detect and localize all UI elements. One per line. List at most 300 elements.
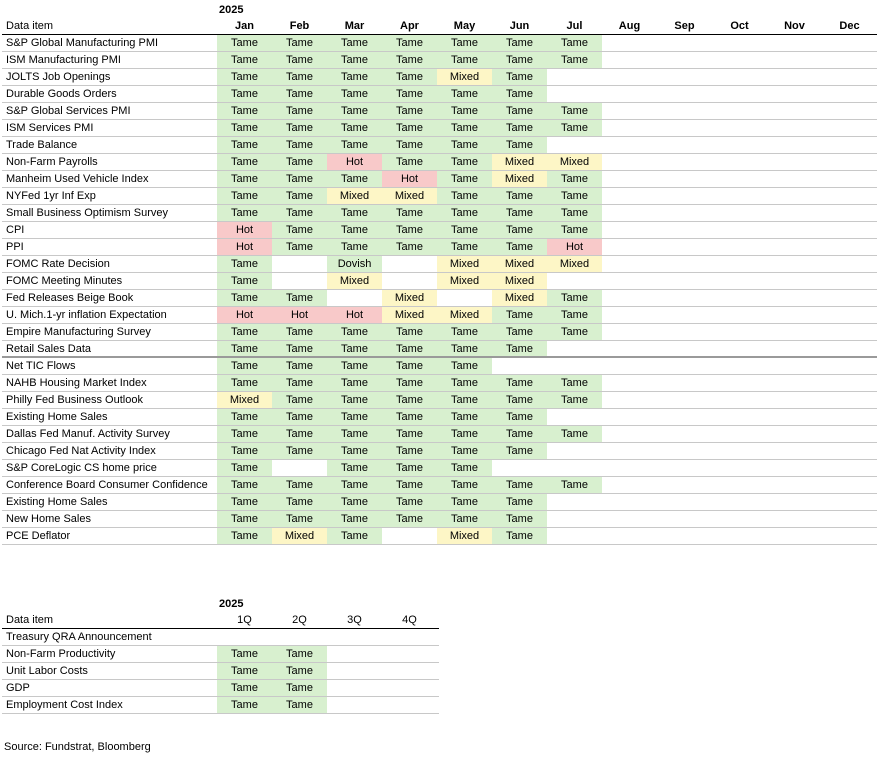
status-cell	[822, 409, 877, 425]
status-cell: Tame	[217, 86, 272, 102]
status-cell: Tame	[217, 171, 272, 187]
status-cell: Tame	[217, 290, 272, 306]
status-cell: Hot	[217, 307, 272, 323]
status-cell: Tame	[327, 392, 382, 408]
status-cell: Tame	[492, 341, 547, 356]
status-cell	[822, 494, 877, 510]
table-row	[2, 52, 877, 69]
table-row	[2, 680, 439, 697]
status-cell: Tame	[492, 120, 547, 136]
status-cell: Mixed	[492, 171, 547, 187]
table-row	[2, 358, 877, 375]
status-cell	[657, 341, 712, 356]
status-cell	[712, 358, 767, 374]
status-cell	[712, 86, 767, 102]
status-cell: Tame	[272, 341, 327, 356]
status-cell: Tame	[217, 256, 272, 272]
status-cell: Tame	[382, 120, 437, 136]
status-cell: Tame	[272, 171, 327, 187]
status-cell	[547, 341, 602, 356]
status-cell	[602, 273, 657, 289]
status-cell	[767, 205, 822, 221]
status-cell	[602, 154, 657, 170]
status-cell: Tame	[492, 324, 547, 340]
status-cell: Tame	[272, 358, 327, 374]
status-cell: Tame	[437, 477, 492, 493]
row-label: Employment Cost Index	[6, 699, 123, 711]
status-cell	[657, 103, 712, 119]
status-cell: Tame	[547, 120, 602, 136]
status-cell: Tame	[327, 341, 382, 356]
status-cell	[822, 52, 877, 68]
status-cell	[602, 120, 657, 136]
status-cell	[657, 222, 712, 238]
table-row	[2, 324, 877, 341]
status-cell: Tame	[327, 171, 382, 187]
table-row	[2, 392, 877, 409]
status-cell	[822, 205, 877, 221]
status-cell: Tame	[217, 477, 272, 493]
column-header-dec: Dec	[839, 20, 860, 32]
status-cell: Tame	[327, 69, 382, 85]
status-cell: Tame	[492, 511, 547, 527]
table-row	[2, 494, 877, 511]
status-cell	[712, 52, 767, 68]
status-cell: Tame	[492, 375, 547, 391]
status-cell	[382, 663, 437, 679]
column-header-mar: Mar	[344, 20, 365, 32]
status-cell	[822, 290, 877, 306]
status-cell: Tame	[492, 86, 547, 102]
status-cell	[822, 375, 877, 391]
status-cell: Tame	[547, 324, 602, 340]
status-cell	[437, 290, 492, 306]
status-cell: Tame	[272, 494, 327, 510]
status-cell	[712, 290, 767, 306]
table-row	[2, 154, 877, 171]
quarterly-year-row	[2, 596, 439, 612]
status-cell	[602, 443, 657, 459]
status-cell: Tame	[437, 392, 492, 408]
status-cell	[767, 392, 822, 408]
table-row	[2, 511, 877, 528]
status-cell: Tame	[217, 137, 272, 153]
status-cell	[602, 205, 657, 221]
row-label: CPI	[6, 224, 25, 236]
status-cell	[767, 511, 822, 527]
status-cell: Tame	[547, 392, 602, 408]
status-cell	[602, 307, 657, 323]
row-label: Chicago Fed Nat Activity Index	[6, 445, 156, 457]
status-cell	[547, 494, 602, 510]
status-cell: Mixed	[492, 256, 547, 272]
status-cell: Tame	[327, 205, 382, 221]
row-label: ISM Manufacturing PMI	[6, 54, 121, 66]
status-cell: Tame	[547, 103, 602, 119]
status-cell: Tame	[217, 154, 272, 170]
status-cell: Tame	[272, 86, 327, 102]
status-cell: Tame	[327, 358, 382, 374]
status-cell: Tame	[437, 358, 492, 374]
status-cell	[657, 35, 712, 51]
status-cell: Tame	[437, 154, 492, 170]
status-cell: Tame	[492, 222, 547, 238]
status-cell: Tame	[382, 222, 437, 238]
status-cell	[767, 69, 822, 85]
column-header-4q: 4Q	[402, 614, 417, 626]
status-cell	[547, 528, 602, 544]
status-cell: Mixed	[547, 154, 602, 170]
status-cell: Tame	[327, 528, 382, 544]
column-header-nov: Nov	[784, 20, 805, 32]
status-cell: Hot	[382, 171, 437, 187]
status-cell	[767, 137, 822, 153]
column-header-jun: Jun	[509, 20, 530, 32]
status-cell	[602, 137, 657, 153]
status-cell: Tame	[217, 460, 272, 476]
status-cell: Tame	[327, 239, 382, 255]
status-cell	[602, 358, 657, 374]
source-note: Source: Fundstrat, Bloomberg	[4, 741, 151, 753]
status-cell	[767, 52, 822, 68]
status-cell: Hot	[217, 239, 272, 255]
column-header-may: May	[453, 20, 476, 32]
status-cell: Tame	[327, 511, 382, 527]
quarterly-table-body	[2, 629, 439, 714]
column-header-sep: Sep	[674, 20, 695, 32]
row-label: Existing Home Sales	[6, 411, 108, 423]
status-cell	[822, 86, 877, 102]
status-cell	[767, 409, 822, 425]
status-cell	[712, 341, 767, 356]
table-row	[2, 443, 877, 460]
column-header-jul: Jul	[566, 20, 583, 32]
status-cell	[657, 256, 712, 272]
status-cell	[657, 392, 712, 408]
status-cell	[767, 239, 822, 255]
status-cell: Tame	[217, 341, 272, 356]
status-cell	[712, 137, 767, 153]
status-cell: Tame	[217, 375, 272, 391]
status-cell	[822, 69, 877, 85]
status-cell: Tame	[327, 426, 382, 442]
status-cell: Tame	[437, 460, 492, 476]
status-cell: Tame	[217, 205, 272, 221]
status-cell: Tame	[272, 426, 327, 442]
row-label: NAHB Housing Market Index	[6, 377, 147, 389]
status-cell	[712, 205, 767, 221]
status-cell: Tame	[272, 120, 327, 136]
row-label: Net TIC Flows	[6, 360, 76, 372]
status-cell	[602, 239, 657, 255]
status-cell	[657, 477, 712, 493]
status-cell	[822, 35, 877, 51]
status-cell: Tame	[437, 188, 492, 204]
status-cell: Tame	[382, 511, 437, 527]
status-cell: Mixed	[382, 307, 437, 323]
status-cell	[382, 646, 437, 662]
status-cell	[767, 341, 822, 356]
status-cell: Tame	[272, 697, 327, 713]
table-row	[2, 290, 877, 307]
status-cell: Tame	[217, 680, 272, 696]
row-label: ISM Services PMI	[6, 122, 94, 134]
column-header-apr: Apr	[400, 20, 419, 32]
status-cell	[712, 239, 767, 255]
status-cell: Tame	[492, 103, 547, 119]
status-cell: Tame	[492, 409, 547, 425]
status-cell: Tame	[272, 375, 327, 391]
status-cell: Tame	[327, 103, 382, 119]
status-cell: Tame	[272, 103, 327, 119]
quarterly-header-row	[2, 612, 439, 629]
status-cell: Mixed	[327, 273, 382, 289]
row-label: Empire Manufacturing Survey	[6, 326, 151, 338]
status-cell: Tame	[382, 324, 437, 340]
data-item-header: Data item	[6, 614, 54, 626]
table-row	[2, 629, 439, 646]
status-cell	[712, 154, 767, 170]
status-cell: Hot	[547, 239, 602, 255]
status-cell	[602, 511, 657, 527]
status-cell	[657, 69, 712, 85]
status-cell	[657, 290, 712, 306]
status-cell: Tame	[217, 494, 272, 510]
status-cell: Tame	[327, 375, 382, 391]
row-label: S&P Global Services PMI	[6, 105, 131, 117]
status-cell	[657, 409, 712, 425]
table-row	[2, 256, 877, 273]
status-cell: Tame	[437, 443, 492, 459]
status-cell: Tame	[327, 409, 382, 425]
status-cell	[602, 290, 657, 306]
status-cell: Tame	[492, 205, 547, 221]
status-cell: Tame	[492, 494, 547, 510]
status-cell	[822, 443, 877, 459]
monthly-table-body	[2, 35, 877, 545]
status-cell	[602, 324, 657, 340]
table-row	[2, 35, 877, 52]
status-cell	[657, 171, 712, 187]
status-cell: Tame	[327, 443, 382, 459]
status-cell: Tame	[272, 511, 327, 527]
status-cell	[712, 69, 767, 85]
status-cell	[327, 290, 382, 306]
status-cell: Tame	[437, 409, 492, 425]
status-cell: Hot	[327, 307, 382, 323]
column-header-3q: 3Q	[347, 614, 362, 626]
status-cell	[712, 477, 767, 493]
row-label: S&P Global Manufacturing PMI	[6, 37, 159, 49]
status-cell	[327, 629, 382, 645]
row-label: Manheim Used Vehicle Index	[6, 173, 149, 185]
table-row	[2, 646, 439, 663]
status-cell	[657, 273, 712, 289]
status-cell	[822, 273, 877, 289]
status-cell	[657, 511, 712, 527]
row-label: Existing Home Sales	[6, 496, 108, 508]
status-cell: Mixed	[272, 528, 327, 544]
status-cell: Tame	[382, 69, 437, 85]
status-cell	[602, 256, 657, 272]
status-cell	[822, 392, 877, 408]
table-row	[2, 120, 877, 137]
status-cell: Hot	[217, 222, 272, 238]
status-cell	[602, 409, 657, 425]
status-cell: Tame	[547, 375, 602, 391]
table-row	[2, 86, 877, 103]
monthly-year-row	[2, 2, 877, 18]
status-cell	[602, 69, 657, 85]
row-label: Conference Board Consumer Confidence	[6, 479, 208, 491]
table-row	[2, 341, 877, 358]
status-cell	[547, 273, 602, 289]
column-header-aug: Aug	[618, 20, 641, 32]
status-cell: Mixed	[492, 273, 547, 289]
status-cell	[657, 188, 712, 204]
status-cell: Tame	[437, 222, 492, 238]
status-cell	[602, 52, 657, 68]
status-cell	[767, 188, 822, 204]
row-label: FOMC Meeting Minutes	[6, 275, 123, 287]
monthly-year-label: 2025	[219, 4, 244, 16]
status-cell	[382, 697, 437, 713]
row-label: Retail Sales Data	[6, 343, 91, 355]
status-cell: Tame	[327, 120, 382, 136]
row-label: PCE Deflator	[6, 530, 71, 542]
status-cell	[602, 528, 657, 544]
status-cell: Mixed	[382, 188, 437, 204]
status-cell	[822, 256, 877, 272]
status-cell: Tame	[217, 511, 272, 527]
status-cell	[547, 511, 602, 527]
status-cell: Tame	[492, 188, 547, 204]
row-label: U. Mich.1-yr inflation Expectation	[6, 309, 167, 321]
status-cell	[657, 307, 712, 323]
status-cell	[767, 324, 822, 340]
status-cell: Tame	[272, 69, 327, 85]
status-cell	[712, 511, 767, 527]
row-label: Non-Farm Productivity	[6, 648, 116, 660]
status-cell: Tame	[217, 646, 272, 662]
status-cell: Tame	[327, 494, 382, 510]
status-cell: Tame	[547, 222, 602, 238]
status-cell	[382, 528, 437, 544]
status-cell: Hot	[327, 154, 382, 170]
status-cell: Tame	[437, 86, 492, 102]
status-cell	[712, 324, 767, 340]
status-cell	[657, 137, 712, 153]
status-cell: Tame	[382, 52, 437, 68]
status-cell	[822, 341, 877, 356]
status-cell	[767, 358, 822, 374]
status-cell: Tame	[327, 477, 382, 493]
status-cell	[712, 103, 767, 119]
status-cell	[767, 494, 822, 510]
status-cell: Tame	[327, 86, 382, 102]
status-cell: Tame	[547, 188, 602, 204]
row-label: Non-Farm Payrolls	[6, 156, 98, 168]
status-cell: Tame	[272, 222, 327, 238]
status-cell: Tame	[492, 528, 547, 544]
status-cell: Tame	[492, 426, 547, 442]
status-cell: Tame	[272, 443, 327, 459]
status-cell: Tame	[217, 697, 272, 713]
status-cell: Tame	[272, 52, 327, 68]
status-cell	[492, 358, 547, 374]
status-cell: Mixed	[437, 528, 492, 544]
status-cell	[602, 392, 657, 408]
status-cell	[657, 52, 712, 68]
status-cell	[217, 629, 272, 645]
status-cell	[767, 103, 822, 119]
row-label: Philly Fed Business Outlook	[6, 394, 143, 406]
status-cell: Tame	[217, 663, 272, 679]
status-cell	[822, 239, 877, 255]
status-cell: Tame	[217, 35, 272, 51]
status-cell: Dovish	[327, 256, 382, 272]
status-cell: Tame	[327, 35, 382, 51]
status-cell	[822, 171, 877, 187]
status-cell: Tame	[382, 239, 437, 255]
status-cell	[602, 375, 657, 391]
status-cell	[547, 86, 602, 102]
status-cell: Tame	[382, 375, 437, 391]
status-cell	[712, 188, 767, 204]
status-cell	[547, 460, 602, 476]
status-cell	[712, 460, 767, 476]
status-cell	[657, 528, 712, 544]
table-row	[2, 69, 877, 86]
status-cell: Tame	[272, 137, 327, 153]
status-cell	[657, 205, 712, 221]
status-cell	[767, 120, 822, 136]
status-cell	[602, 103, 657, 119]
status-cell	[602, 460, 657, 476]
status-cell	[602, 426, 657, 442]
status-cell	[492, 460, 547, 476]
status-cell: Tame	[272, 35, 327, 51]
status-cell: Tame	[217, 409, 272, 425]
row-label: Treasury QRA Announcement	[6, 631, 152, 643]
row-label: Dallas Fed Manuf. Activity Survey	[6, 428, 170, 440]
status-cell: Tame	[327, 222, 382, 238]
status-cell: Tame	[492, 477, 547, 493]
status-cell	[712, 256, 767, 272]
status-cell: Tame	[272, 680, 327, 696]
status-cell: Tame	[272, 290, 327, 306]
table-row	[2, 460, 877, 477]
status-cell	[822, 324, 877, 340]
table-row	[2, 663, 439, 680]
status-cell: Tame	[327, 137, 382, 153]
status-cell: Tame	[492, 52, 547, 68]
status-cell: Mixed	[327, 188, 382, 204]
status-cell	[382, 273, 437, 289]
status-cell	[272, 256, 327, 272]
status-cell	[657, 86, 712, 102]
status-cell: Tame	[272, 205, 327, 221]
status-cell	[822, 358, 877, 374]
status-cell	[657, 358, 712, 374]
status-cell	[602, 188, 657, 204]
status-cell	[767, 86, 822, 102]
status-cell	[822, 528, 877, 544]
table-row	[2, 697, 439, 714]
column-header-2q: 2Q	[292, 614, 307, 626]
status-cell: Tame	[382, 477, 437, 493]
status-cell: Tame	[272, 646, 327, 662]
